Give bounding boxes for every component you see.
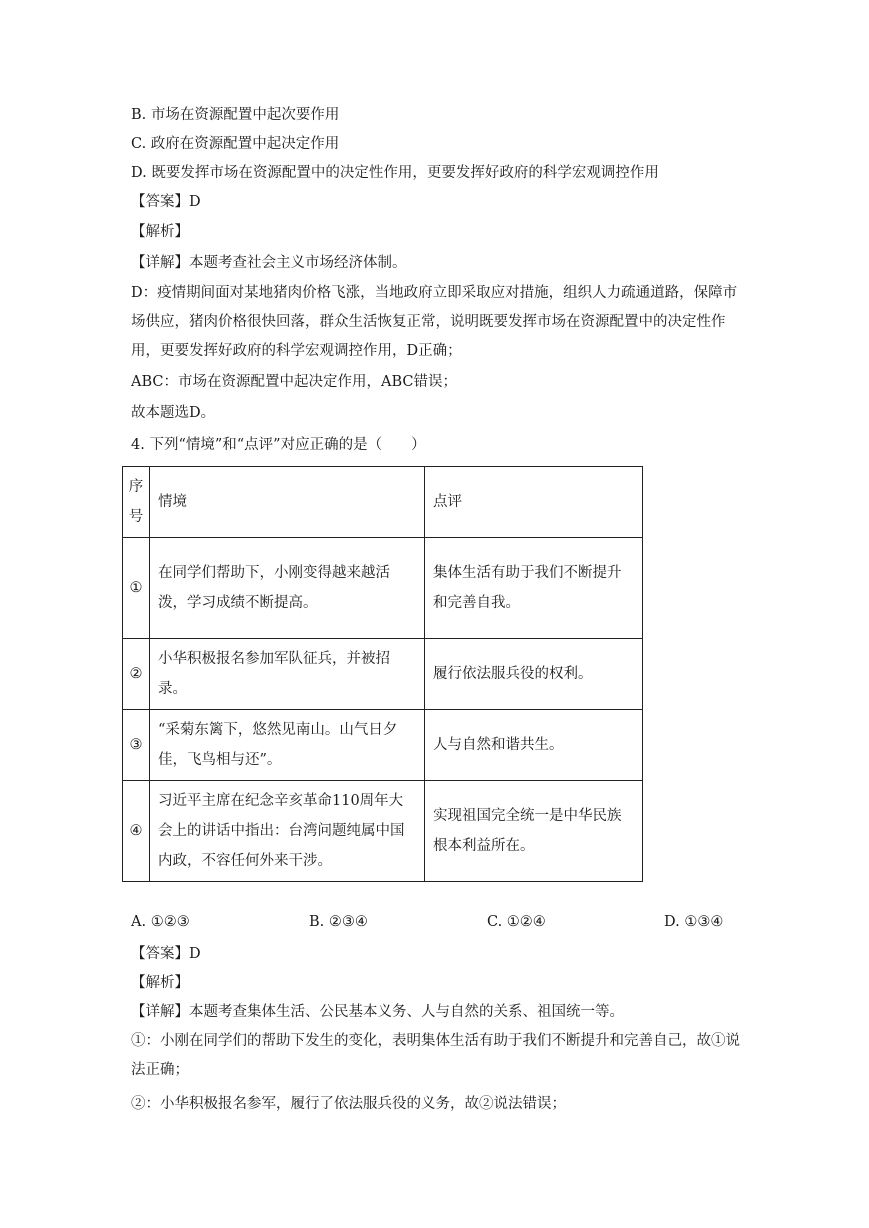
header-index: 序号 bbox=[123, 467, 150, 538]
q3-conclusion: 故本题选D。 bbox=[131, 405, 216, 421]
row-comment: 履行依法服兵役的权利。 bbox=[425, 639, 643, 710]
row-scenario: “采菊东篱下，悠然见南山。山气日夕佳，飞鸟相与还”。 bbox=[150, 710, 425, 781]
table-row bbox=[123, 538, 643, 639]
row-scenario: 习近平主席在纪念辛亥革命110周年大会上的讲话中指出：台湾问题纯属中国内政，不容任何外来干涉。 bbox=[150, 781, 425, 882]
option-d: D. ①③④ bbox=[664, 914, 724, 930]
q4-options bbox=[131, 914, 741, 934]
q4-answer: 【答案】D bbox=[131, 946, 201, 962]
row-scenario: 小华积极报名参加军队征兵，并被招录。 bbox=[150, 639, 425, 710]
option-b: B. 市场在资源配置中起次要作用 bbox=[131, 107, 340, 123]
header-scenario: 情境 bbox=[150, 467, 425, 538]
q3-answer: 【答案】D bbox=[131, 194, 201, 210]
header-comment: 点评 bbox=[425, 467, 643, 538]
option-b: B. ②③④ bbox=[309, 914, 368, 930]
q4-analysis-label: 【解析】 bbox=[131, 975, 189, 991]
row-index: ③ bbox=[123, 710, 150, 781]
q3-detail: 【详解】本题考查社会主义市场经济体制。 bbox=[131, 255, 407, 271]
q3-d-explanation: D：疫情期间面对某地猪肉价格飞涨，当地政府立即采取应对措施，组织人力疏通道路，保障市场供应，猪肉价格很快回落，群众生活恢复正常，说明既要发挥市场在资源配置中的决定性作用，更要发挥好政府的科学宏观调控作用，D正确； bbox=[131, 285, 738, 359]
row-index: ① bbox=[123, 538, 150, 639]
table-header-row bbox=[123, 467, 643, 538]
table-row bbox=[123, 781, 643, 882]
row-index: ② bbox=[123, 639, 150, 710]
row-scenario: 在同学们帮助下，小刚变得越来越活泼，学习成绩不断提高。 bbox=[150, 538, 425, 639]
row-comment: 人与自然和谐共生。 bbox=[425, 710, 643, 781]
q4-table bbox=[122, 466, 643, 882]
option-a: A. ①②③ bbox=[131, 914, 190, 930]
q4-question: 4. 下列“情境”和“点评”对应正确的是（ ） bbox=[131, 437, 426, 453]
table-row bbox=[123, 639, 643, 710]
q4-explanation-2: ②：小华积极报名参军，履行了依法服兵役的义务，故②说法错误； bbox=[131, 1096, 566, 1112]
row-comment: 实现祖国完全统一是中华民族根本利益所在。 bbox=[425, 781, 643, 882]
q3-analysis-label: 【解析】 bbox=[131, 224, 189, 240]
table-row bbox=[123, 710, 643, 781]
option-c: C. 政府在资源配置中起决定作用 bbox=[131, 136, 340, 152]
option-d: D. 既要发挥市场在资源配置中的决定性作用，更要发挥好政府的科学宏观调控作用 bbox=[131, 165, 659, 181]
row-comment: 集体生活有助于我们不断提升和完善自我。 bbox=[425, 538, 643, 639]
q4-explanation-1: ①：小刚在同学们的帮助下发生的变化，表明集体生活有助于我们不断提升和完善自己，故①说法正确； bbox=[131, 1033, 740, 1078]
row-index: ④ bbox=[123, 781, 150, 882]
q3-abc-explanation: ABC：市场在资源配置中起决定作用，ABC错误； bbox=[131, 374, 457, 390]
q4-detail: 【详解】本题考查集体生活、公民基本义务、人与自然的关系、祖国统一等。 bbox=[131, 1004, 624, 1020]
option-c: C. ①②④ bbox=[487, 914, 546, 930]
